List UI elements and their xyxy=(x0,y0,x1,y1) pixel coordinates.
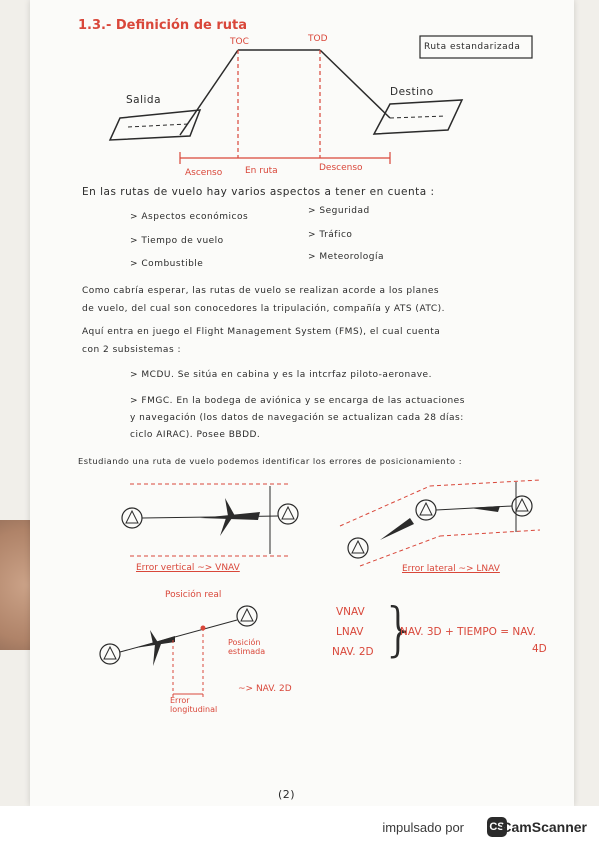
toc-label: TOC xyxy=(230,37,249,47)
vertical-error-diagram xyxy=(110,476,310,566)
longitudinal-error-label: Error longitudinal xyxy=(170,696,218,714)
vertical-error-label: Error vertical ~> VNAV xyxy=(136,563,240,573)
departure-label: Salida xyxy=(126,94,162,106)
climb-label: Ascenso xyxy=(185,168,223,178)
errors-intro: Estudiando una ruta de vuelo podemos identificar los errores de posicionamiento : xyxy=(78,456,462,466)
page-number: (2) xyxy=(278,788,296,801)
fmgc-line: y navegación (los datos de navegación se actualizan cada 28 días: xyxy=(130,413,464,423)
aspect-item: > Tiempo de vuelo xyxy=(130,236,224,246)
tod-label: TOD xyxy=(308,34,328,44)
aspect-item: > Meteorología xyxy=(308,252,385,262)
camscanner-logo-icon: CS xyxy=(487,817,507,837)
vnav-label: VNAV xyxy=(336,606,365,618)
aspects-intro: En las rutas de vuelo hay varios aspectos a tener en cuenta : xyxy=(82,186,435,198)
paragraph-line: de vuelo, del cual son conocedores la tripulación, compañía y ATS (ATC). xyxy=(82,304,446,314)
destination-label: Destino xyxy=(390,86,434,98)
paragraph-line: Aquí entra en juego el Flight Management System (FMS), el cual cuenta xyxy=(82,327,441,337)
en-route-label: En ruta xyxy=(245,166,278,176)
lateral-error-label: Error lateral ~> LNAV xyxy=(402,564,500,574)
estimated-position-label: Posición estimada xyxy=(228,638,266,656)
nav3d-formula: NAV. 3D + TIEMPO = NAV. xyxy=(400,626,536,638)
lateral-error-diagram xyxy=(330,466,550,576)
standard-route-label: Ruta estandarizada xyxy=(424,42,521,52)
aspect-item: > Aspectos económicos xyxy=(130,212,249,222)
paragraph-line: Como cabría esperar, las rutas de vuelo se realizan acorde a los planes xyxy=(82,286,440,296)
lnav-label: LNAV xyxy=(336,626,364,638)
aspect-item: > Combustible xyxy=(130,259,204,269)
camscanner-footer xyxy=(0,806,599,848)
aspect-item: > Tráfico xyxy=(308,230,353,240)
nav2d-short-label: NAV. 2D xyxy=(332,646,374,658)
camscanner-brand: CamScanner xyxy=(501,819,587,835)
section-heading: 1.3.- Definición de ruta xyxy=(78,18,248,33)
notebook-page xyxy=(30,0,574,806)
paragraph-line: con 2 subsistemas : xyxy=(82,345,182,355)
nav2d-label: ~> NAV. 2D xyxy=(238,684,292,694)
descent-label: Descenso xyxy=(319,163,363,173)
mcdu-line: > MCDU. Se sitúa en cabina y es la intcrfaz piloto-aeronave. xyxy=(130,370,432,380)
fmgc-line: ciclo AIRAC). Posee BBDD. xyxy=(130,430,261,440)
real-position-label: Posición real xyxy=(165,590,222,600)
brace: } xyxy=(381,595,419,663)
fmgc-line: > FMGC. En la bodega de aviónica y se encarga de las actuaciones xyxy=(130,396,465,406)
nav4d-label: 4D xyxy=(532,643,547,655)
powered-by-text: impulsado por xyxy=(382,820,464,835)
aspect-item: > Seguridad xyxy=(308,206,370,216)
